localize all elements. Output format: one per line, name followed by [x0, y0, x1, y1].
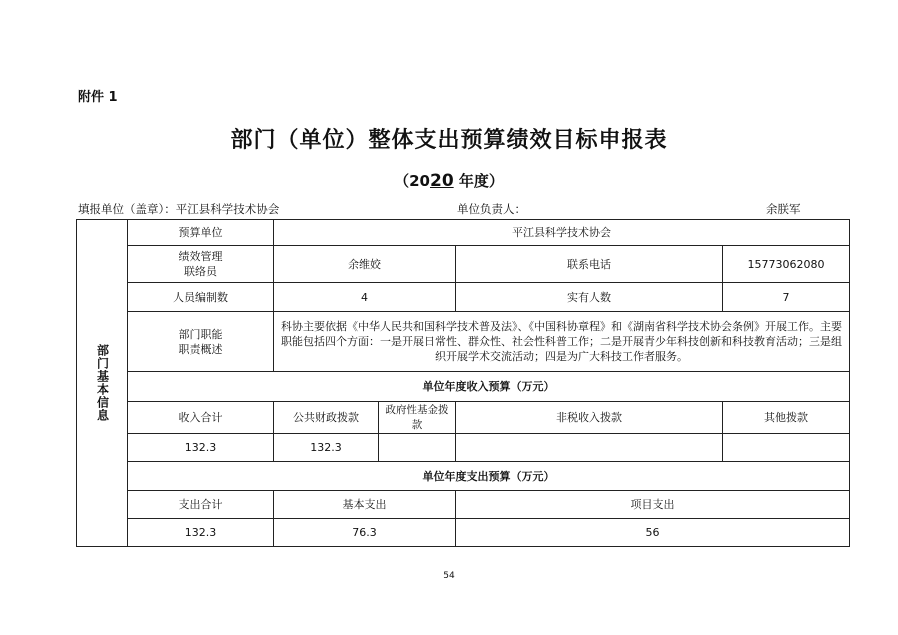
- responsible-label: 单位负责人：: [457, 202, 526, 216]
- side-label: 部门基本信息: [77, 220, 128, 547]
- year-line: [0, 170, 898, 191]
- income-fund-value: [379, 434, 456, 462]
- staff-label: 人员编制数: [128, 283, 274, 312]
- table-row: [77, 491, 850, 519]
- expense-basic-value: 76.3: [274, 519, 456, 547]
- year-close: 年度）: [453, 172, 504, 190]
- table-row: [77, 283, 850, 312]
- staff-value: 4: [274, 283, 456, 312]
- performance-table: [76, 219, 850, 547]
- contact-label: 绩效管理 联络员: [128, 246, 274, 283]
- expense-header-project: 项目支出: [456, 491, 850, 519]
- year-highlight: 20: [429, 171, 454, 191]
- expense-header-total: 支出合计: [128, 491, 274, 519]
- income-header-nontax: 非税收入拨款: [456, 402, 723, 434]
- table-row: [77, 312, 850, 372]
- expense-section-title: 单位年度支出预算（万元）: [128, 462, 850, 491]
- income-nontax-value: [456, 434, 723, 462]
- table-row: [77, 402, 850, 434]
- table-row: [77, 462, 850, 491]
- contact-name: 余维姣: [274, 246, 456, 283]
- table-row: [77, 220, 850, 246]
- income-header-fund: 政府性基金拨 款: [379, 402, 456, 434]
- attachment-label: 附件 1: [78, 90, 118, 105]
- income-section-title: 单位年度收入预算（万元）: [128, 372, 850, 402]
- income-other-value: [723, 434, 850, 462]
- income-header-other: 其他拨款: [723, 402, 850, 434]
- income-total-value: 132.3: [128, 434, 274, 462]
- expense-header-basic: 基本支出: [274, 491, 456, 519]
- table-row: [77, 434, 850, 462]
- budget-unit-value: 平江县科学技术协会: [274, 220, 850, 246]
- phone-label: 联系电话: [456, 246, 723, 283]
- budget-unit-label: 预算单位: [128, 220, 274, 246]
- income-header-public: 公共财政拨款: [274, 402, 379, 434]
- duty-label: 部门职能 职责概述: [128, 312, 274, 372]
- expense-project-value: 56: [456, 519, 850, 547]
- table-row: [77, 519, 850, 547]
- expense-total-value: 132.3: [128, 519, 274, 547]
- income-header-total: 收入合计: [128, 402, 274, 434]
- phone-value: 15773062080: [723, 246, 850, 283]
- table-row: [77, 372, 850, 402]
- actual-value: 7: [723, 283, 850, 312]
- actual-label: 实有人数: [456, 283, 723, 312]
- year-open: （20: [394, 172, 430, 190]
- page-number: 54: [443, 571, 455, 581]
- responsible-name: 余朕军: [766, 202, 801, 216]
- filing-unit: 填报单位（盖章）：平江县科学技术协会: [78, 202, 280, 216]
- table-row: [77, 246, 850, 283]
- income-public-value: 132.3: [274, 434, 379, 462]
- duty-text: 科协主要依据《中华人民共和国科学技术普及法》、《中国科协章程》和《湖南省科学技术协会条例》开展工作。主要职能包括四个方面：一是开展日常性、群众性、社会性科普工作；二是开展青少年科技创新和科技教育活动；三是组织开展学术交流活动；四是为广大科技工作者服务。: [274, 312, 850, 372]
- page-title: 部门（单位）整体支出预算绩效目标申报表: [230, 128, 668, 153]
